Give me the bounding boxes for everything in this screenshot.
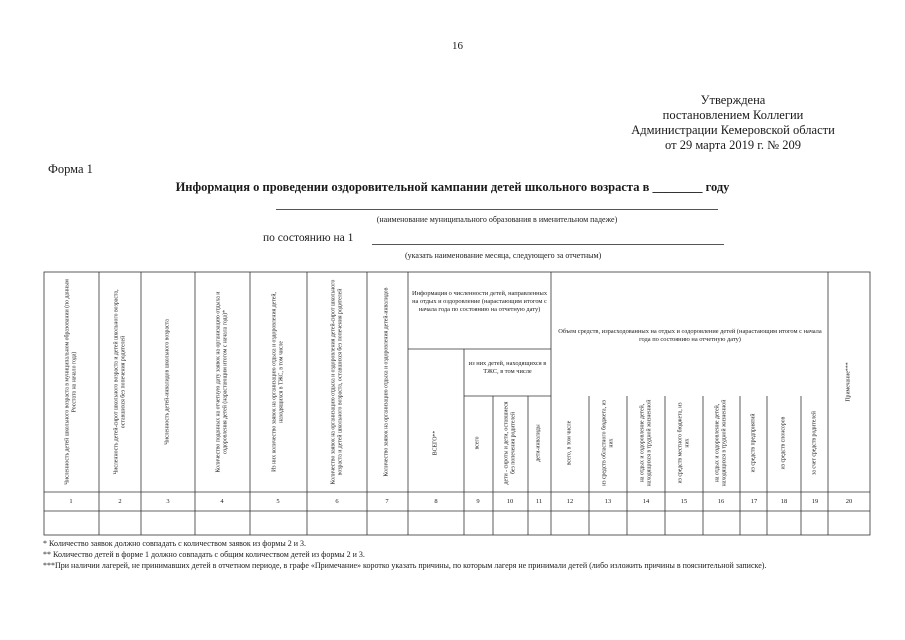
column-number: 5: [276, 498, 280, 505]
column-number: 17: [750, 498, 758, 505]
column-number: 6: [335, 498, 339, 505]
column-number: 16: [717, 498, 725, 505]
header-c4: Количество поданных на отчетную дату заявок на организацию отдыха и оздоровления детей (нарастающим итогом с начала года)*: [215, 291, 228, 473]
column-number: 4: [220, 498, 224, 505]
header-c1: Численность детей школьного возраста в муниципальном образовании (по данным Росстата на начало года): [64, 279, 77, 485]
header-c12: всего, в том числе: [566, 420, 573, 466]
header-c16: на отдых и оздоровление детей, находящихся в трудной жизненной: [714, 399, 727, 487]
header-c10: дети - сироты и дети, оставшиеся без попечения родителей: [503, 401, 516, 485]
column-number: 11: [535, 498, 543, 505]
state-date-caption: (указать наименование месяца, следующего за отчетным): [405, 251, 602, 260]
municipality-caption: (наименование муниципального образования в именительном падеже): [376, 215, 618, 224]
column-number: 13: [604, 498, 612, 505]
header-c18: из средств спонсоров: [780, 416, 787, 470]
footnotes: [43, 538, 873, 571]
header-c17: из средств предприятий: [750, 413, 757, 473]
column-number: 20: [845, 498, 853, 505]
header-c19: за счет средств родителей: [811, 411, 818, 475]
header-c15: из средств местного бюджета, из них: [677, 402, 690, 484]
header-c20: Примечание***: [845, 362, 852, 402]
footnote-3: ***При наличии лагерей, не принимавших детей в отчетном периоде, в графе «Примечание» коротко указать причины, по которым лагеря не принимали детей (либо изложить причины в пояснительной записке).: [43, 561, 767, 570]
page-title: Информация о проведении оздоровительной кампании детей школьного возраста в ________ году: [175, 180, 730, 194]
header-c3: Численность детей-инвалидов школьного возраста: [164, 319, 171, 445]
column-number: 15: [680, 498, 688, 505]
header-c13: из средств областного бюджета, из них: [601, 400, 614, 486]
approval-line-4: от 29 марта 2019 г. № 209: [665, 138, 801, 152]
header-group-tzs: из них детей, находящихся в ТЖС, в том числе: [468, 360, 547, 375]
header-c2: Численность детей-сирот школьного возраста и детей школьного возраста, оставшихся без попечения родителей: [113, 289, 126, 475]
header-group-info: Информация о численности детей, направленных на отдых и оздоровление (нарастающим итогом с начала года по состоянию на отчетную дату): [411, 290, 548, 313]
form-label: Форма 1: [48, 162, 93, 176]
footnote-1: * Количество заявок должно совпадать с количеством заявок из формы 2 и 3.: [43, 539, 307, 548]
column-number: 7: [385, 498, 389, 505]
approval-line-3: Администрации Кемеровской области: [631, 123, 835, 137]
approval-line-2: постановлением Коллегии: [662, 108, 804, 122]
header-c14: на отдых и оздоровление детей, находящихся в трудной жизненной: [639, 399, 652, 487]
header-c9: всего: [474, 436, 481, 450]
column-number: 9: [476, 498, 480, 505]
header-c7: Количество заявок на организацию отдыха и оздоровления детей-инвалидов: [383, 287, 390, 477]
column-number: 14: [642, 498, 650, 505]
approval-line-1: Утверждена: [700, 93, 766, 107]
footnote-2: ** Количество детей в форме 1 должно совпадать с общим количеством детей из формы 2 и 3.: [43, 550, 365, 559]
header-c8: ВСЕГО**: [432, 430, 439, 456]
column-number: 8: [434, 498, 438, 505]
column-number: 19: [811, 498, 819, 505]
column-number: 10: [506, 498, 514, 505]
header-c11: дети-инвалиды: [535, 424, 542, 462]
column-number: 3: [166, 498, 170, 505]
state-date-label: по состоянию на 1: [263, 232, 354, 244]
header-c6: Количество заявок на организацию отдыха и оздоровления детей-сирот школьного возраста и детей школьного возраста, оставшихся без попечения родителей: [330, 279, 343, 485]
column-number: 2: [118, 498, 122, 505]
page-number: 16: [452, 40, 463, 52]
header-group-funds: Объем средств, израсходованных на отдых и оздоровление детей (нарастающим итогом с начала года по состоянию на отчетную дату): [558, 328, 822, 343]
column-number: 1: [69, 498, 73, 505]
column-number: 18: [780, 498, 788, 505]
column-number: 12: [566, 498, 574, 505]
header-c5: Из них количество заявок на организацию отдыха и оздоровления детей, находящихся в ТЖС, в том числе: [271, 292, 284, 472]
